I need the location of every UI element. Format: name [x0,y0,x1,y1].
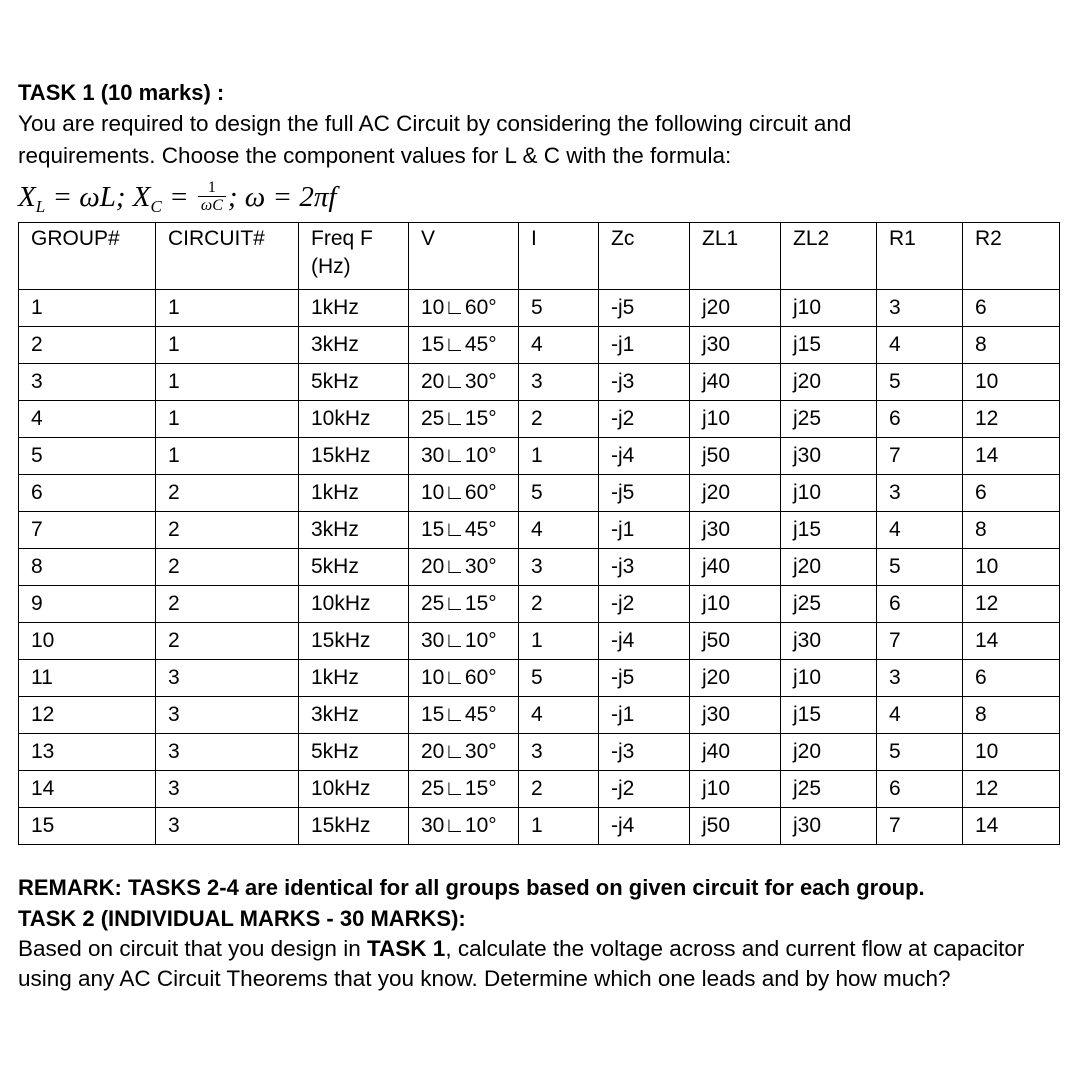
table-row [19,290,1060,327]
table-cell: -j2 [599,771,690,808]
table-cell: 12 [963,401,1060,438]
table-cell: 1 [519,808,599,845]
table-cell: 30∟10° [409,623,519,660]
table-cell: 4 [519,327,599,364]
table-cell: 8 [963,697,1060,734]
table-cell: 10kHz [299,401,409,438]
table-cell: 4 [877,512,963,549]
table-cell: j30 [690,327,781,364]
table-cell: 15 [19,808,156,845]
table-cell: 6 [877,586,963,623]
table-cell: j50 [690,808,781,845]
table-header-row [19,223,1060,290]
table-cell: 7 [877,623,963,660]
table-cell: 30∟10° [409,808,519,845]
table-cell: 6 [963,475,1060,512]
table-cell: j30 [781,623,877,660]
table-cell: 3kHz [299,512,409,549]
table-cell: 5 [519,660,599,697]
table-cell: 8 [963,327,1060,364]
table-cell: 2 [519,586,599,623]
table-cell: 3 [519,549,599,586]
table-cell: -j4 [599,623,690,660]
column-header: Freq F (Hz) [299,223,409,290]
table-cell: -j1 [599,327,690,364]
task2-heading: TASK 2 (INDIVIDUAL MARKS - 30 MARKS): [18,906,466,931]
table-cell: 3kHz [299,327,409,364]
table-row [19,549,1060,586]
table-cell: 4 [877,327,963,364]
table-cell: 1 [19,290,156,327]
table-cell: 5 [519,290,599,327]
table-cell: 2 [19,327,156,364]
table-cell: j30 [690,512,781,549]
task1-intro-line2: requirements. Choose the component values for L & C with the formula: [18,143,732,168]
column-header: R2 [963,223,1060,290]
table-body [19,290,1060,845]
table-row [19,771,1060,808]
table-cell: 9 [19,586,156,623]
table-cell: 15∟45° [409,327,519,364]
table-cell: 3 [519,734,599,771]
table-cell: -j5 [599,475,690,512]
table-cell: 4 [519,512,599,549]
table-cell: 3 [156,697,299,734]
remark-note: REMARK: TASKS 2-4 are identical for all groups based on given circuit for each group. [18,875,925,900]
table-cell: 3kHz [299,697,409,734]
table-cell: -j4 [599,438,690,475]
table-cell: j20 [690,290,781,327]
component-values-table [18,222,1060,845]
table-cell: j10 [690,771,781,808]
table-row [19,438,1060,475]
table-cell: 5kHz [299,549,409,586]
table-cell: 7 [19,512,156,549]
table-row [19,623,1060,660]
table-cell: -j2 [599,401,690,438]
table-cell: 1kHz [299,475,409,512]
table-cell: 10 [963,734,1060,771]
table-cell: 2 [156,586,299,623]
table-cell: 25∟15° [409,586,519,623]
table-cell: 5kHz [299,364,409,401]
table-cell: 1 [156,401,299,438]
table-cell: 14 [963,808,1060,845]
task1-heading: TASK 1 (10 marks) : [18,80,225,105]
table-cell: j20 [781,549,877,586]
table-cell: 5 [877,734,963,771]
table-cell: 1 [156,364,299,401]
table-cell: 4 [877,697,963,734]
table-cell: j40 [690,734,781,771]
table-cell: 3 [156,771,299,808]
table-cell: 14 [19,771,156,808]
table-cell: j15 [781,327,877,364]
table-cell: 20∟30° [409,734,519,771]
table-cell: 11 [19,660,156,697]
table-cell: j10 [690,586,781,623]
table-cell: 10kHz [299,586,409,623]
table-cell: 5 [877,364,963,401]
table-row [19,475,1060,512]
table-cell: 15kHz [299,623,409,660]
table-cell: j15 [781,512,877,549]
table-cell: 8 [963,512,1060,549]
column-header: V [409,223,519,290]
table-cell: 10∟60° [409,475,519,512]
table-cell: 12 [963,771,1060,808]
table-cell: 10 [19,623,156,660]
table-cell: 2 [156,475,299,512]
table-cell: 6 [19,475,156,512]
table-cell: j50 [690,438,781,475]
table-cell: 2 [519,401,599,438]
table-cell: j40 [690,364,781,401]
table-cell: 5 [877,549,963,586]
reactance-formula: $X_L = \omega L$; $X_C$ = $\frac{1}{\omega C}$ ; ω = 2πf [18,178,337,216]
table-cell: 5 [19,438,156,475]
table-cell: j50 [690,623,781,660]
table-cell: j20 [690,475,781,512]
table-cell: 2 [156,549,299,586]
table-cell: 2 [156,512,299,549]
table-cell: 1kHz [299,290,409,327]
table-cell: 1 [156,327,299,364]
table-cell: 6 [963,660,1060,697]
document [18,78,1063,994]
table-cell: -j3 [599,364,690,401]
table-cell: -j1 [599,512,690,549]
table-cell: j10 [781,290,877,327]
table-cell: -j5 [599,660,690,697]
table-cell: 6 [877,771,963,808]
table-cell: -j2 [599,586,690,623]
table-cell: -j3 [599,734,690,771]
table-cell: j30 [781,438,877,475]
table-row [19,697,1060,734]
table-cell: 25∟15° [409,401,519,438]
table-row [19,660,1060,697]
table-cell: j10 [781,660,877,697]
table-cell: 3 [877,660,963,697]
task1-intro-line1: You are required to design the full AC Circuit by considering the following circuit and [18,111,852,136]
table-row [19,401,1060,438]
table-cell: 15∟45° [409,512,519,549]
task2-body: Based on circuit that you design in TASK 1, calculate the voltage across and current flow at capacitor using any AC Circuit Theorems that you know. Determine which one leads and by how much? [18,936,1025,991]
table-cell: 3 [156,808,299,845]
table-cell: j10 [781,475,877,512]
table-cell: j30 [690,697,781,734]
capacitive-fraction: $\frac{1}{\omega C}$ [198,179,226,214]
table-cell: j25 [781,586,877,623]
table-cell: 1 [519,438,599,475]
column-header: I [519,223,599,290]
table-cell: j20 [781,734,877,771]
table-cell: 3 [19,364,156,401]
table-cell: 3 [519,364,599,401]
table-cell: 7 [877,808,963,845]
table-cell: 1kHz [299,660,409,697]
table-cell: j20 [781,364,877,401]
column-header: Zc [599,223,690,290]
table-cell: 1 [156,290,299,327]
table-row [19,364,1060,401]
table-cell: -j1 [599,697,690,734]
table-cell: -j4 [599,808,690,845]
table-cell: 3 [156,734,299,771]
table-cell: 1 [519,623,599,660]
table-cell: 20∟30° [409,364,519,401]
table-cell: 15∟45° [409,697,519,734]
column-header: GROUP# [19,223,156,290]
column-header: R1 [877,223,963,290]
table-cell: 12 [963,586,1060,623]
table-row [19,327,1060,364]
table-cell: j30 [781,808,877,845]
table-cell: 14 [963,623,1060,660]
table-cell: 5 [519,475,599,512]
table-cell: 3 [877,290,963,327]
column-header: ZL1 [690,223,781,290]
table-cell: 14 [963,438,1060,475]
table-cell: 12 [19,697,156,734]
table-cell: 30∟10° [409,438,519,475]
table-cell: 5kHz [299,734,409,771]
table-cell: 20∟30° [409,549,519,586]
table-cell: 10 [963,364,1060,401]
table-cell: 6 [877,401,963,438]
table-cell: 15kHz [299,808,409,845]
table-cell: j20 [690,660,781,697]
column-header: CIRCUIT# [156,223,299,290]
table-cell: 10∟60° [409,660,519,697]
table-cell: j10 [690,401,781,438]
table-cell: 7 [877,438,963,475]
table-row [19,586,1060,623]
table-cell: 3 [877,475,963,512]
table-cell: j40 [690,549,781,586]
table-cell: 13 [19,734,156,771]
table-cell: 4 [19,401,156,438]
table-cell: 6 [963,290,1060,327]
table-cell: j15 [781,697,877,734]
column-header: ZL2 [781,223,877,290]
table-cell: -j5 [599,290,690,327]
table-cell: j25 [781,771,877,808]
table-cell: 3 [156,660,299,697]
table-cell: 10∟60° [409,290,519,327]
task2-task1-ref: TASK 1 [366,936,446,961]
table-cell: -j3 [599,549,690,586]
table-row [19,512,1060,549]
table-cell: 2 [519,771,599,808]
table-cell: 10kHz [299,771,409,808]
table-row [19,808,1060,845]
table-cell: 25∟15° [409,771,519,808]
table-cell: 1 [156,438,299,475]
table-cell: 10 [963,549,1060,586]
table-cell: 15kHz [299,438,409,475]
table-cell: j25 [781,401,877,438]
table-cell: 8 [19,549,156,586]
table-cell: 2 [156,623,299,660]
table-row [19,734,1060,771]
table-cell: 4 [519,697,599,734]
